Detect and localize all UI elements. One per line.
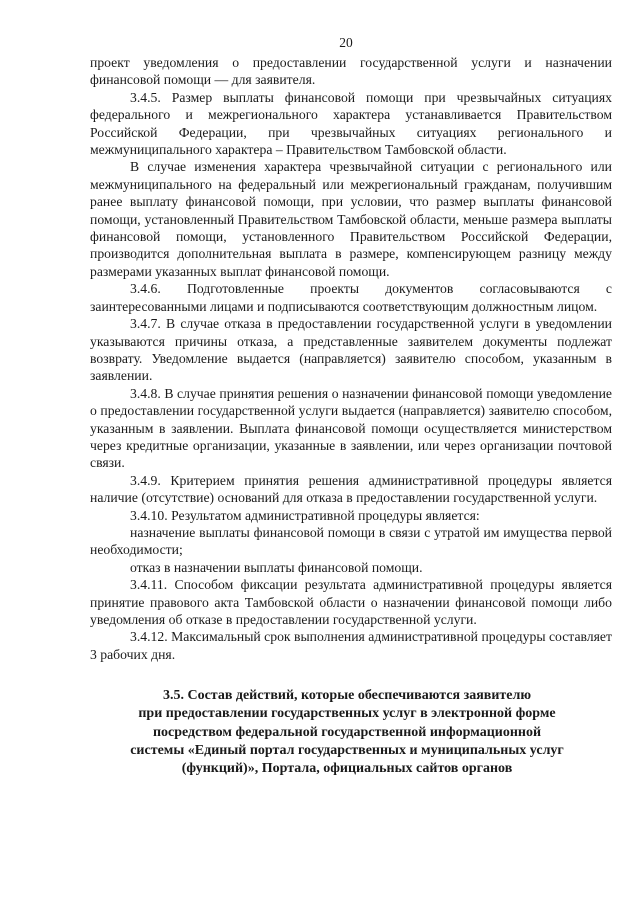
paragraph: 3.4.8. В случае принятия решения о назначении финансовой помощи уведомление о предоставлении государственной услуги выдается (направляется) заявителю способом, указанным в заявлении. Выплата финансовой помощи осуществляется министерством через кредитные организации, указанные в заявлении, или через организации почтовой связи. bbox=[90, 385, 612, 471]
paragraph: 3.4.10. Результатом административной процедуры является: bbox=[130, 507, 480, 523]
paragraph: 3.4.11. Способом фиксации результата административной процедуры является принятие правового акта Тамбовской области о назначении финансовой помощи либо уведомления об отказе в предоставлении государственной услуги. bbox=[90, 577, 612, 627]
heading-line: (функций)», Портала, официальных сайтов органов bbox=[181, 761, 513, 777]
paragraph: 3.4.9. Критерием принятия решения административной процедуры является наличие (отсутствие) оснований для отказа в предоставлении государственной услуги. bbox=[90, 472, 612, 506]
section-heading bbox=[90, 687, 612, 778]
paragraph: 3.4.7. В случае отказа в предоставлении государственной услуги в уведомлении указываются причины отказа, а представленные заявителем документы подлежат возврату. Уведомление выдается (направляется) заявителю способом, указанным в заявлении. bbox=[90, 316, 612, 384]
paragraph: назначение выплаты финансовой помощи в связи с утратой им имущества первой необходимости; bbox=[90, 524, 612, 558]
paragraph: проект уведомления о предоставлении государственной услуги и назначении финансовой помощи — для заявителя. bbox=[90, 55, 612, 88]
paragraph: 3.4.5. Размер выплаты финансовой помощи при чрезвычайных ситуациях федерального и межрегионального характера устанавливается Правительством Российской Федерации, при чрезвычайных ситуациях регионального и межмуниципального характера – Правительством Тамбовской области. bbox=[90, 89, 612, 158]
paragraph: 3.4.12. Максимальный срок выполнения административной процедуры составляет 3 рабочих дня. bbox=[90, 629, 612, 662]
paragraph: отказ в назначении выплаты финансовой помощи. bbox=[130, 559, 423, 575]
body-text bbox=[90, 54, 612, 663]
paragraph: В случае изменения характера чрезвычайной ситуации с регионального или межмуниципального на федеральный или межрегиональный гражданам, получившим ранее выплату финансовой помощи, при условии, что размер выплаты финансовой помощи, установленный Правительством Тамбовской области, меньше размера выплаты финансовой помощи, установленного Правительством Российской Федерации, производится дополнительная выплата в размере, компенсирующем разницу между размерами указанных выплат финансовой помощи. bbox=[90, 159, 612, 279]
paragraph: 3.4.6. Подготовленные проекты документов согласовываются с заинтересованными лицами и подписываются соответствующим должностным лицом. bbox=[90, 281, 612, 314]
heading-line: 3.5. Состав действий, которые обеспечиваются заявителю bbox=[162, 688, 532, 704]
page-number: 20 bbox=[339, 35, 353, 50]
heading-line: при предоставлении государственных услуг в электронной форме bbox=[138, 706, 556, 722]
heading-line: системы «Единый портал государственных и муниципальных услуг bbox=[130, 742, 564, 758]
heading-line: посредством федеральной государственной информационной bbox=[152, 724, 542, 740]
